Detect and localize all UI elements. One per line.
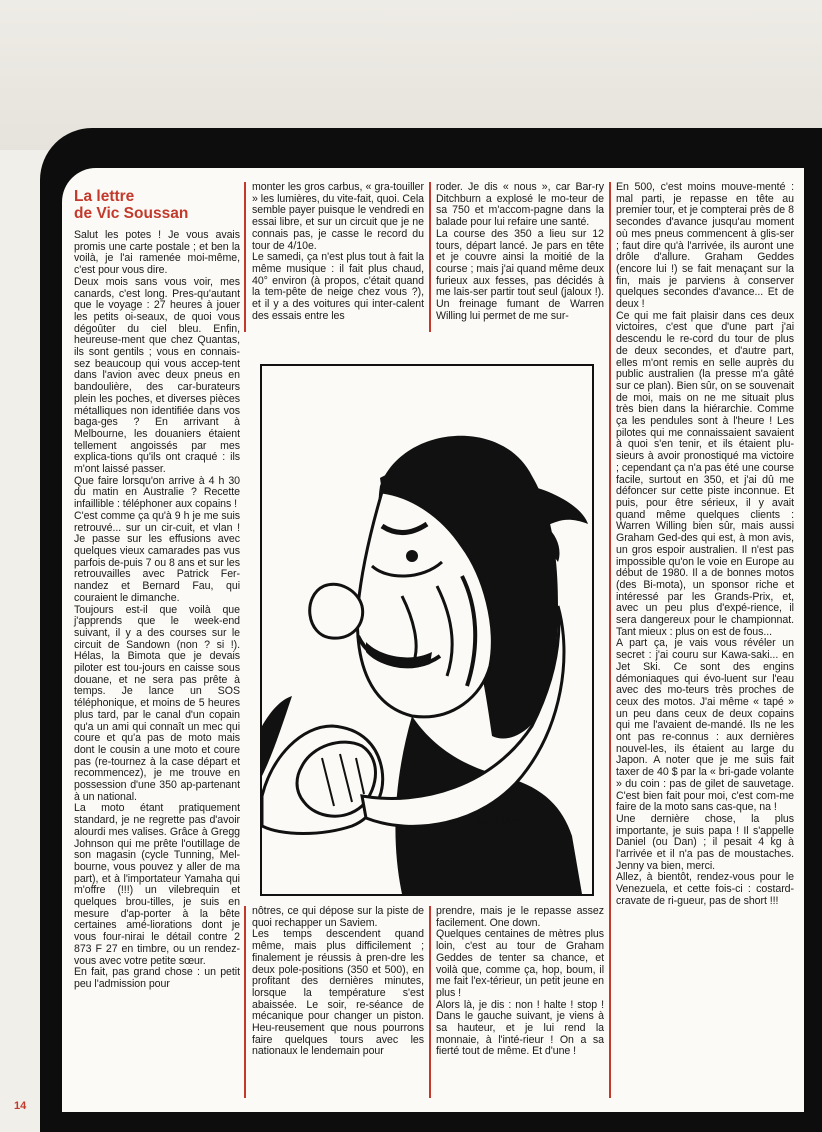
paragraph: En 500, c'est moins mouve-menté : mal parti, je repasse en tête au premier tour, et je compterai près de 8 secondes d'avance jusqu'au moment où mes pneus commencent à glis-ser ; faut dire qu'à l'arrivée, ils auront une drôle d'allure. Graham Geddes (encore lui !) se fait menaçant sur la fin, mais je parviens à conserver quelques secondes d'avance... Et de deux ! [616,181,794,311]
bottom-frame-band [40,1114,822,1132]
column-rule [429,182,431,332]
column-3-top [436,182,604,322]
article-panel [62,168,804,1112]
paragraph: Deux mois sans vous voir, mes canards, c'est long. Pres-qu'autant que le voyage : 27 heures à jouer les petits oi-seaux, de quoi vous dégoûter du ciel bleu. Enfin, heureuse-ment que chez Quantas, ils sont gentils ; vous en connais-sez beaucoup qui vous accep-tent dans l'avion avec deux pneus en bandoulière, des car-burateurs plein les poches, et diverses pièces métalliques non identifiée dans vos baga-ges ? En arrivant à Melbourne, les douaniers étaient tellement angoissés par mes explica-tions qu'ils ont craqué : ils m'ont laissé passer. [74,275,240,476]
caricature-illustration [260,364,594,896]
paragraph: prendre, mais je le repasse assez facilement. One down. [436,905,604,929]
paragraph: En fait, pas grand chose : un petit peu l'admission pour [74,966,240,990]
paragraph: Alors là, je dis : non ! halte ! stop ! Dans le gauche suivant, je viens à sa hauteur, et je lui rend la monnaie, à l'inté-rieur ! On a sa fierté tout de même. Et d'une ! [436,998,604,1058]
article-title [74,188,244,222]
paragraph: Une dernière chose, la plus importante, je suis papa ! Il s'appelle Daniel (ou Dan) ; il pesait 4 kg à l'arrivée et il n'a pas de moustaches. Jenny va bien, merci. [616,812,794,872]
paragraph: Ce qui me fait plaisir dans ces deux victoires, c'est que d'une part j'ai descendu le re-cord du tour de plus de deux secondes, et d'autre part, elles m'ont remis en selle auprès du public australien (la presse m'a gâté sur ce plan). Bien sûr, on se souvenait de moi, mais on ne me situait plus très bien dans la hiérarchie. Comme ça les pendules sont à l'heure ! Les pilotes qui me connaissaient savaient à quoi s'en tenir, et ils étaient plu-sieurs à avoir pronostiqué ma victoire ; cependant ça n'a pas été une course facile, surtout en 350, et j'ai dû me défoncer sur cette piste inconnue. Et puis, pour être sérieux, il y avait quand même quelques clients : Warren Willing bien sûr, mais aussi Graham Ged-des qui est, à mon avis, un gros espoir australien. Il n'est pas impossible qu'on le voie en Europe au début de 1980. Il a de bonnes motos (des Bi-mota), un sponsor riche et intéressé par les Grands-Prix, et, avec un peu plus d'expé-rience, il sera dangereux pour le championnat. Tant mieux : plus on est de fous... [616,309,794,638]
paragraph: Que faire lorsqu'on arrive à 4 h 30 du matin en Australie ? Recette infaillible : téléphoner aux copains ! [74,474,240,511]
paragraph: La course des 350 a lieu sur 12 tours, départ lancé. Je pars en tête et je couvre ainsi la moitié de la course ; mais j'ai quand même deux furieux aux fesses, pas décidés à me lais-ser partir tout seul (jaloux !). Un freinage fumant de Warren Willing lui permet de me sur- [436,227,604,322]
title-line-2: de Vic Soussan [74,205,189,222]
paragraph: Le samedi, ça n'est plus tout à fait la même musique : il fait plus chaud, 40° environ (à propos, c'était quand la tem-pête de neige chez vous ?), et il y a des voitures qui inter-calent des essais entre les [252,251,424,322]
column-3-bottom [436,906,604,1058]
paragraph: nôtres, ce qui dépose sur la piste de quoi rechapper un Saviem. [252,905,424,929]
paragraph: monter les gros carbus, « gra-touiller » les lumières, du vite-fait, quoi. Cela semble payer puisque le vendredi en essai libre, et sur un circuit que je ne connais pas, je casse le record du tour de 4/10e. [252,181,424,252]
paragraph: Toujours est-il que voilà que j'apprends que le week-end suivant, il y a des courses sur le circuit de Sandown (non ? si !). Hélas, la Bimota que je devais piloter est tou-jours en caisse sous douane, et ne sera pas prête à temps. Je lance un SOS téléphonique, et moins de 5 heures plus tard, par le canal d'un copain qu'a un ami qui connaît un mec qui coure et qu'a pas de moto mais dont le cousin a une moto et coure pas (re-tournez à la case départ et recommencez), je me trouve en possession d'une 350 ap-partenant à un national. [74,603,240,803]
paragraph: C'est comme ça qu'à 9 h je me suis retrouvé... sur un cir-cuit, et vlan ! Je passe sur les effusions avec quelques vieux camarades pas vus parfois de-puis 7 ou 8 ans et sur les retrouvailles avec Patrick Fer-nandez et Bernard Fau, qui couraient le dimanche. [74,509,240,604]
column-1 [74,230,240,991]
column-2-top [252,182,424,322]
column-rule [244,906,246,1098]
title-line-1: La lettre [74,188,135,205]
column-rule [429,906,431,1098]
column-rule [609,182,611,1098]
paragraph: Les temps descendent quand même, mais plus difficilement ; finalement je réussis à pren-dre les deux pole-positions (350 et 500), en profitant des dernières minutes, lorsque la température s'est abaissée. Le soir, re-séance de mécanique pour changer un piston. Heu-reusement que nous pourrons faire quelques tours avec les nationaux le lendemain pour [252,928,424,1058]
paragraph: Allez, à bientôt, rendez-vous pour le Venezuela, et cette fois-ci : costard-cravate de ri-gueur, pas de short !!! [616,871,794,907]
column-rule [244,182,246,332]
paragraph: roder. Je dis « nous », car Bar-ry Ditchburn a explosé le mo-teur de sa 750 et m'accom-pagne dans la balade pour lui refaire une santé. [436,181,604,229]
paragraph: Salut les potes ! Je vous avais promis une carte postale ; et ben la voilà, je l'ai ramenée moi-même, c'est pour vous dire. [74,229,240,277]
illustration-signature: SUTUANT. [474,815,528,827]
paragraph: La moto étant pratiquement standard, je ne regrette pas d'avoir alourdi mes valises. Grâce à Gregg Johnson qui me prête l'outillage de son magasin (cycle Tunning, Mel-bourne, vous pouvez y aller de ma part), et à l'importateur Yamaha qui m'offre (!!!) un vilebrequin et quelques brou-tilles, je suis en mesure d'ap-porter à la bête certaines amé-liorations dont je vous four-nirai le détail contre 2 873 F 27 en timbre, ou un rendez-vous avec votre petite sœur. [74,802,240,967]
caricature-drawing [262,366,592,894]
paragraph: Quelques centaines de mètres plus loin, c'est au tour de Graham Geddes de tenter sa chance, et voilà que, comme ça, hop, boum, il me fait l'ex-térieur, un petit jeune en plus ! [436,928,604,999]
column-4 [616,182,794,908]
column-2-bottom [252,906,424,1058]
page-number: 14 [14,1100,27,1112]
paragraph: A part ça, je vais vous révéler un secret : j'ai couru sur Kawa-saki... en Jet Ski. Ce sont des engins démoniaques qui évo-luent sur l'eau avec des mo-teurs très proches de ceux des motos. J'ai même « tapé » un peu dans ceux de deux copains qui me l'avaient de-mandé. Ils ne les ont pas re-connus : aux dernières nouvel-les, ils étaient au large du Japon. A noter que je me suis fait taxer de 40 $ par la « bri-gade volante » du coin : pas de gilet de sauvetage. C'est bien fait pour moi, c'est com-me faire de la moto sans cas-que, na ! [616,637,794,814]
